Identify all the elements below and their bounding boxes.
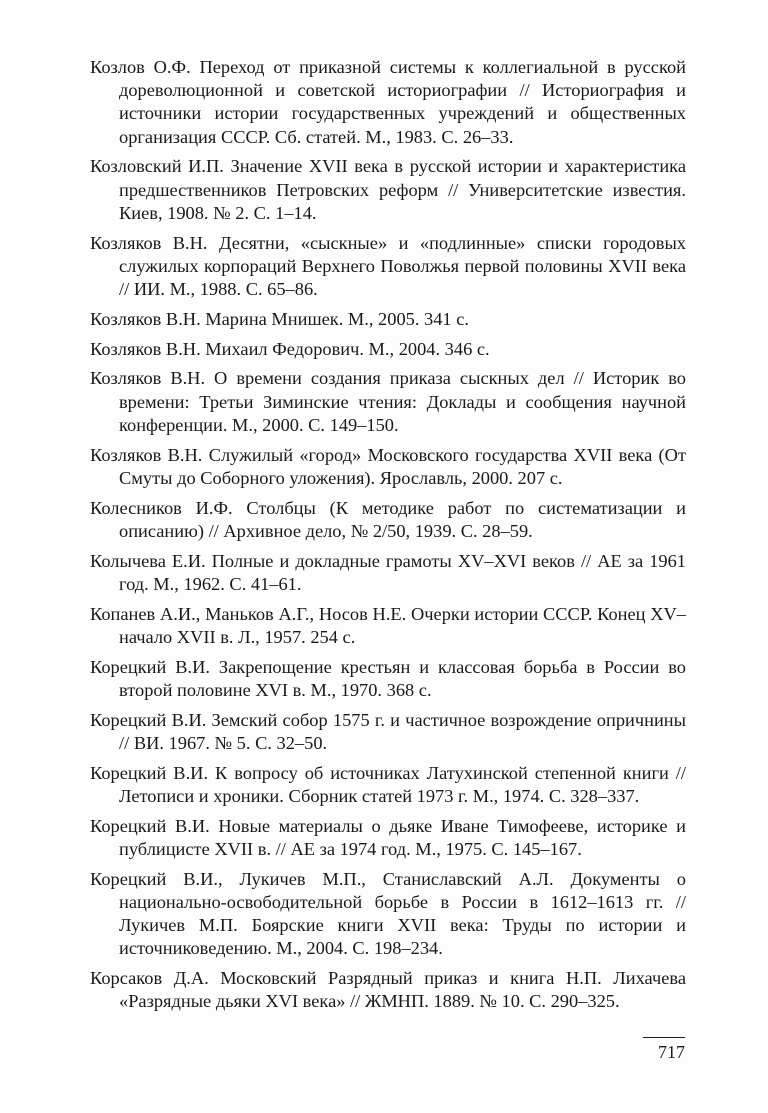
bibliography-entry-kolycheva: Колычева Е.И. Полные и докладные грамоты XV–XVI веков // АЕ за 1961 год. М., 1962. С. 41–61.	[90, 550, 686, 594]
bibliography-entry-kozlyakov-prikaz: Козляков В.Н. О времени создания приказа сыскных дел // Историк во времени: Третьи Зиминские чтения: Доклады и сообщения научной конференции. М., 2000. С. 149–150.	[90, 368, 686, 435]
bibliography-entry-koretsky-istochniki: Корецкий В.И. К вопросу об источниках Латухинской степенной книги // Летописи и хроники. Сборник статей 1973 г. М., 1974. С. 328–337.	[90, 762, 686, 806]
bibliography-entry-kozlyakov-mniszek: Козляков В.Н. Марина Мнишек. М., 2005. 341 с.	[90, 308, 469, 329]
bibliography-entry-koretsky-zakreposhchenie: Корецкий В.И. Закрепощение крестьян и классовая борьба в России во второй половине XVI в. М., 1970. 368 с.	[90, 656, 686, 700]
bibliography-entry-korsakov: Корсаков Д.А. Московский Разрядный приказ и книга Н.П. Лихачева «Разрядные дьяки XVI века» // ЖМНП. 1889. № 10. С. 290–325.	[90, 968, 686, 1012]
bibliography-entry-kozlyakov-desyatni: Козляков В.Н. Десятни, «сыскные» и «подлинные» списки городовых служилых корпораций Верхнего Поволжья первой половины XVII века // ИИ. М., 1988. С. 65–86.	[90, 232, 686, 300]
bibliography-entry-kozlyakov-gorod: Козляков В.Н. Служилый «город» Московского государства XVII века (От Смуты до Соборного уложения). Ярославль, 2000. 207 с.	[90, 444, 686, 488]
page-number: 717	[658, 1042, 685, 1062]
bibliography-entry-kozlovsky: Козловский И.П. Значение XVII века в русской истории и характеристика предшественников Петровских реформ // Университетские известия. Киев, 1908. № 2. С. 1–14.	[90, 156, 686, 223]
bibliography-list	[90, 56, 686, 1020]
bibliography-entry-kozlyakov-mikhail: Козляков В.Н. Михаил Федорович. М., 2004. 346 с.	[90, 338, 490, 359]
bibliography-entry-koretsky-timofeev: Корецкий В.И. Новые материалы о дьяке Иване Тимофееве, историке и публицисте XVII в. // АЕ за 1974 год. М., 1975. С. 145–167.	[90, 815, 686, 859]
bibliography-entry-kozlov: Козлов О.Ф. Переход от приказной системы к коллегиальной в русской дореволюционной и советской историографии // Историография и источники истории государственных учреждений и общественных организация СССР. Сб. статей. М., 1983. С. 26–33.	[90, 57, 686, 147]
bibliography-entry-koretsky-sobor: Корецкий В.И. Земский собор 1575 г. и частичное возрождение опричнины // ВИ. 1967. № 5. С. 32–50.	[90, 709, 686, 753]
page-number-rule	[643, 1037, 685, 1038]
bibliography-entry-kolesnikov: Колесников И.Ф. Столбцы (К методике работ по систематизации и описанию) // Архивное дело, № 2/50, 1939. С. 28–59.	[90, 497, 686, 541]
bibliography-entry-koretsky-dokumenty: Корецкий В.И., Лукичев М.П., Станиславский А.Л. Документы о национально-освободительной борьбе в России в 1612–1613 гг. // Лукичев М.П. Боярские книги XVII века: Труды по истории и источниковедению. М., 2004. С. 198–234.	[90, 868, 686, 959]
bibliography-entry-kopanev: Копанев А.И., Маньков А.Г., Носов Н.Е. Очерки истории СССР. Конец XV–начало XVII в. Л., 1957. 254 с.	[90, 603, 686, 647]
